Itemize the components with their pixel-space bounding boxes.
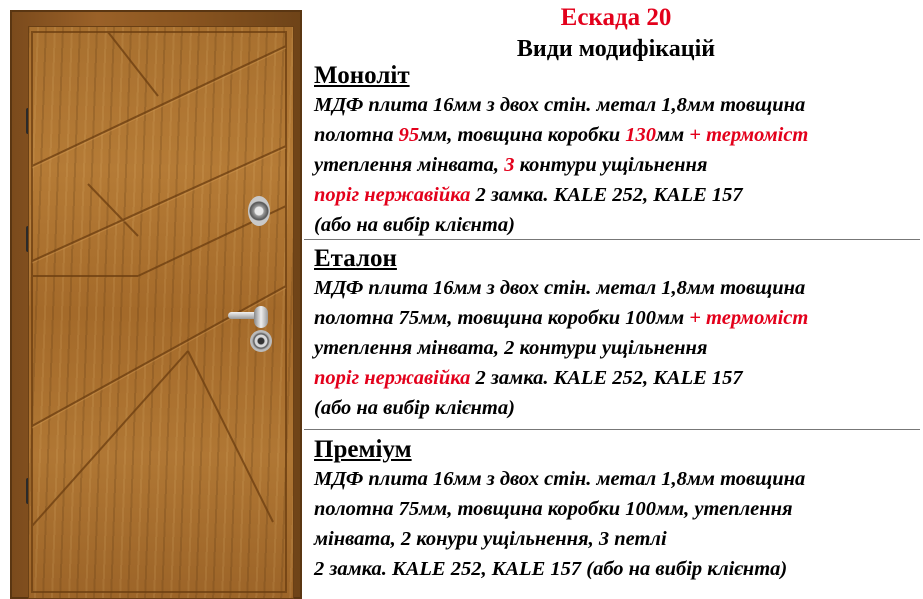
- handle-rose: [254, 306, 268, 328]
- text-segment: полотна: [314, 124, 399, 146]
- text-segment: мінвата, 2 конури ущільнення, 3 петлі: [314, 528, 667, 550]
- description-line: [314, 273, 918, 303]
- section-premium: [314, 436, 918, 584]
- text-segment: полотна 75мм, товщина коробки 100мм, утеплення: [314, 498, 793, 520]
- description-line: [314, 180, 918, 210]
- description-line: [314, 524, 918, 554]
- page-title: Ескада 20: [560, 4, 672, 31]
- text-segment: 2 замка. KALE 252, KALE 157: [470, 367, 743, 389]
- page-subtitle: Види модифікацій: [516, 36, 716, 62]
- text-segment: 2 замка. KALE 252, KALE 157: [470, 184, 743, 206]
- text-segment: мм, товщина коробки: [419, 124, 626, 146]
- description-line: [314, 393, 918, 423]
- description-line: [314, 303, 918, 333]
- text-segment: МДФ плита 16мм з двох стін. метал 1,8мм товщина: [314, 94, 806, 116]
- section-description: [314, 464, 918, 584]
- text-segment: 2 замка. KALE 252, KALE 157 (або на вибір клієнта): [314, 558, 788, 580]
- text-segment: МДФ плита 16мм з двох стін. метал 1,8мм товщина: [314, 277, 806, 299]
- text-segment: МДФ плита 16мм з двох стін. метал 1,8мм товщина: [314, 468, 806, 490]
- description-line: [314, 120, 918, 150]
- door-image: [0, 0, 310, 599]
- description-line: [314, 363, 918, 393]
- highlighted-text: поріг нержавійка: [314, 367, 471, 389]
- section-description: [314, 90, 918, 240]
- cylinder-icon: [250, 330, 272, 352]
- text-segment: контури ущільнення: [514, 154, 708, 176]
- section-etalon: [314, 245, 918, 423]
- description-line: [314, 210, 918, 240]
- text-segment: (або на вибір клієнта): [314, 397, 515, 419]
- modifications-panel: [312, 0, 920, 599]
- description-line: [314, 90, 918, 120]
- section-title: Еталон: [314, 245, 397, 272]
- highlighted-text: 3: [504, 154, 515, 176]
- text-segment: утеплення мінвата, 2 контури ущільнення: [314, 337, 708, 359]
- description-line: [314, 333, 918, 363]
- section-title: Преміум: [314, 436, 412, 463]
- description-line: [314, 464, 918, 494]
- text-segment: мм: [656, 124, 690, 146]
- highlighted-text: + термоміст: [689, 307, 809, 329]
- highlighted-text: 130: [625, 124, 657, 146]
- description-line: [314, 554, 918, 584]
- highlighted-text: поріг нержавійка: [314, 184, 471, 206]
- text-segment: полотна 75мм, товщина коробки 100мм: [314, 307, 690, 329]
- highlighted-text: 95: [398, 124, 420, 146]
- section-description: [314, 273, 918, 423]
- description-line: [314, 150, 918, 180]
- section-monolit: [314, 62, 918, 240]
- section-title: Моноліт: [314, 62, 410, 89]
- highlighted-text: + термоміст: [689, 124, 809, 146]
- lock-icon: [248, 196, 270, 226]
- description-line: [314, 494, 918, 524]
- text-segment: (або на вибір клієнта): [314, 214, 515, 236]
- text-segment: утеплення мінвата,: [314, 154, 505, 176]
